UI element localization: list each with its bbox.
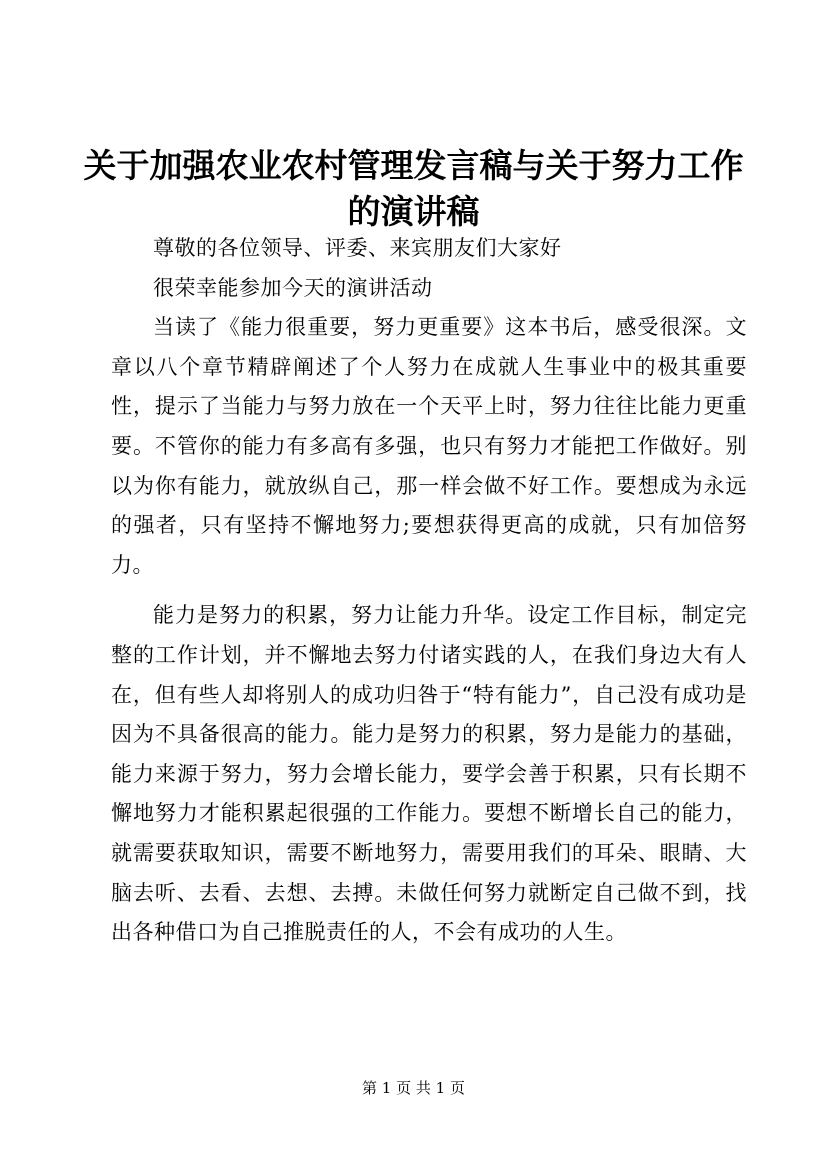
- document-body: [111, 229, 747, 953]
- body-paragraph: 当读了《能力很重要，努力更重要》这本书后，感受很深。文章以八个章节精辟阐述了个人努力在成就人生事业中的极其重要性，提示了当能力与努力放在一个天平上时，努力往往比能力更重要。不管你的能力有多高有多强，也只有努力才能把工作做好。别以为你有能力，就放纵自己，那一样会做不好工作。要想成为永远的强者，只有坚持不懈地努力;要想获得更高的成就，只有加倍努力。: [111, 315, 747, 577]
- document-title-line-2: 的演讲稿: [347, 192, 480, 231]
- document-title-line-1: 关于加强农业农村管理发言稿与关于努力工作: [83, 146, 744, 185]
- body-paragraph: 能力是努力的积累，努力让能力升华。设定工作目标，制定完整的工作计划，并不懈地去努力付诸实践的人，在我们身边大有人在，但有些人却将别人的成功归咎于“特有能力”，自己没有成功是因为不具备很高的能力。能力是努力的积累，努力是能力的基础，能力来源于努力，努力会增长能力，要学会善于积累，只有长期不懈地努力才能积累起很强的工作能力。要想不断增长自己的能力，就需要获取知识，需要不断地努力，需要用我们的耳朵、眼睛、大脑去听、去看、去想、去搏。未做任何努力就断定自己做不到，找出各种借口为自己推脱责任的人，不会有成功的人生。: [111, 603, 747, 945]
- greeting-paragraph: 尊敬的各位领导、评委、来宾朋友们大家好: [153, 236, 562, 260]
- opening-paragraph: 很荣幸能参加今天的演讲活动: [153, 275, 433, 300]
- page-footer: 第 1 页 共 1 页: [362, 1079, 465, 1097]
